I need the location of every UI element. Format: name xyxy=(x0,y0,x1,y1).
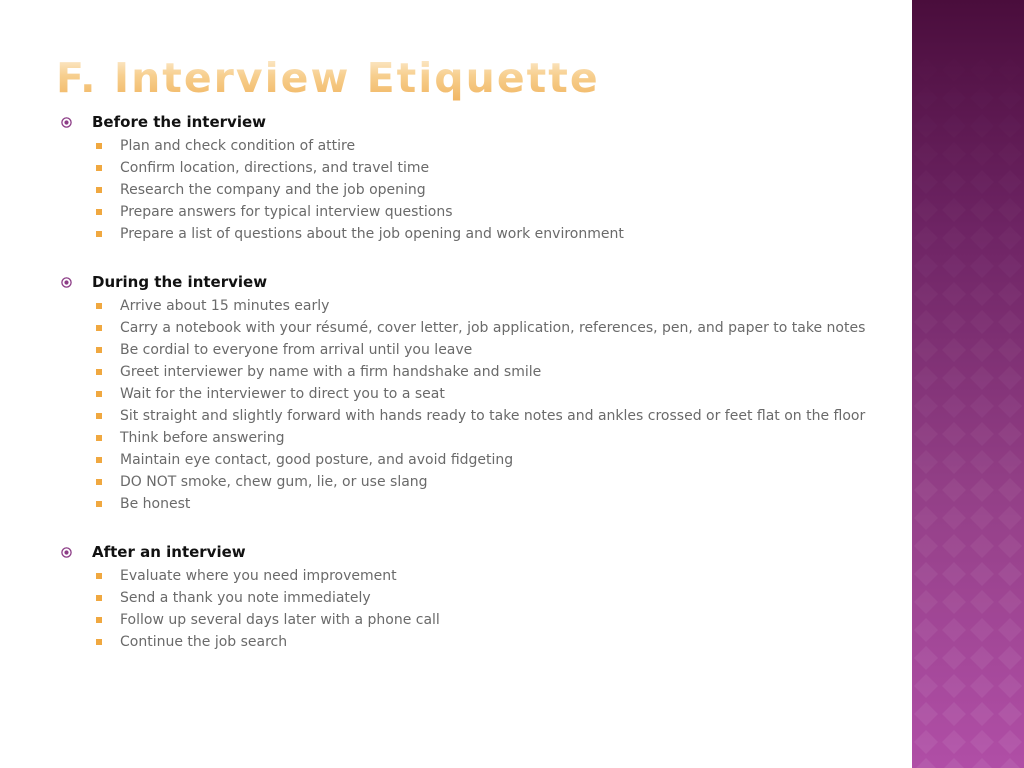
square-bullet-icon xyxy=(96,143,102,149)
target-circle-bullet-icon xyxy=(61,277,72,288)
list-item xyxy=(60,223,900,245)
square-bullet-icon xyxy=(96,209,102,215)
square-bullet-icon xyxy=(96,479,102,485)
list-item-text: Arrive about 15 minutes early xyxy=(120,298,330,314)
list-item-text: Think before answering xyxy=(120,430,285,446)
section-heading-label: Before the interview xyxy=(92,113,266,131)
list-item xyxy=(60,317,900,339)
list-item-text: Evaluate where you need improvement xyxy=(120,568,397,584)
list-item xyxy=(60,179,900,201)
list-item xyxy=(60,135,900,157)
list-item xyxy=(60,427,900,449)
diamond-pattern xyxy=(912,0,1024,768)
square-bullet-icon xyxy=(96,573,102,579)
list-item xyxy=(60,493,900,515)
square-bullet-icon xyxy=(96,595,102,601)
list-item-text: Wait for the interviewer to direct you to a seat xyxy=(120,386,445,402)
list-item xyxy=(60,449,900,471)
target-circle-bullet-icon xyxy=(61,547,72,558)
list-item-text: Prepare answers for typical interview questions xyxy=(120,204,453,220)
list-item-text: Continue the job search xyxy=(120,634,288,650)
list-item xyxy=(60,157,900,179)
list-item-text: Be cordial to everyone from arrival until you leave xyxy=(120,342,473,358)
section-heading-label: During the interview xyxy=(92,273,268,291)
square-bullet-icon xyxy=(96,501,102,507)
list-item-text: Maintain eye contact, good posture, and avoid fidgeting xyxy=(120,452,514,468)
section-heading-label: After an interview xyxy=(92,543,246,561)
list-item-text: Research the company and the job opening xyxy=(120,182,426,198)
square-bullet-icon xyxy=(96,187,102,193)
section-heading xyxy=(60,112,900,133)
bullet-list xyxy=(60,295,900,515)
list-item-text: Be honest xyxy=(120,496,191,512)
list-item-text: Confirm location, directions, and travel time xyxy=(120,160,430,176)
slide-content xyxy=(60,112,900,653)
list-item xyxy=(60,383,900,405)
list-item xyxy=(60,609,900,631)
bullet-list xyxy=(60,565,900,653)
list-item xyxy=(60,587,900,609)
list-item-text: Follow up several days later with a phone call xyxy=(120,612,440,628)
list-item xyxy=(60,339,900,361)
section-before-interview xyxy=(60,112,900,245)
square-bullet-icon xyxy=(96,639,102,645)
section-heading xyxy=(60,272,900,293)
list-item-text: Send a thank you note immediately xyxy=(120,590,371,606)
square-bullet-icon xyxy=(96,413,102,419)
list-item xyxy=(60,295,900,317)
list-item xyxy=(60,361,900,383)
square-bullet-icon xyxy=(96,391,102,397)
section-during-interview xyxy=(60,272,900,515)
list-item-text: Carry a notebook with your résumé, cover letter, job application, references, pen, and paper to take notes xyxy=(120,320,866,336)
list-item-text: Plan and check condition of attire xyxy=(120,138,356,154)
list-item xyxy=(60,471,900,493)
square-bullet-icon xyxy=(96,369,102,375)
list-item xyxy=(60,201,900,223)
list-item-text: Prepare a list of questions about the job opening and work environment xyxy=(120,226,624,242)
decorative-side-band xyxy=(912,0,1024,768)
square-bullet-icon xyxy=(96,457,102,463)
list-item-text: Greet interviewer by name with a firm handshake and smile xyxy=(120,364,542,380)
bullet-list xyxy=(60,135,900,245)
slide-title: F. Interview Etiquette xyxy=(56,54,600,102)
square-bullet-icon xyxy=(96,165,102,171)
list-item-text: Sit straight and slightly forward with hands ready to take notes and ankles crossed or feet flat on the floor xyxy=(120,408,866,424)
target-circle-bullet-icon xyxy=(61,117,72,128)
square-bullet-icon xyxy=(96,231,102,237)
section-heading xyxy=(60,542,900,563)
section-after-interview xyxy=(60,542,900,653)
square-bullet-icon xyxy=(96,617,102,623)
list-item xyxy=(60,565,900,587)
list-item-text: DO NOT smoke, chew gum, lie, or use slang xyxy=(120,474,428,490)
square-bullet-icon xyxy=(96,435,102,441)
list-item xyxy=(60,631,900,653)
square-bullet-icon xyxy=(96,303,102,309)
square-bullet-icon xyxy=(96,347,102,353)
square-bullet-icon xyxy=(96,325,102,331)
list-item xyxy=(60,405,900,427)
